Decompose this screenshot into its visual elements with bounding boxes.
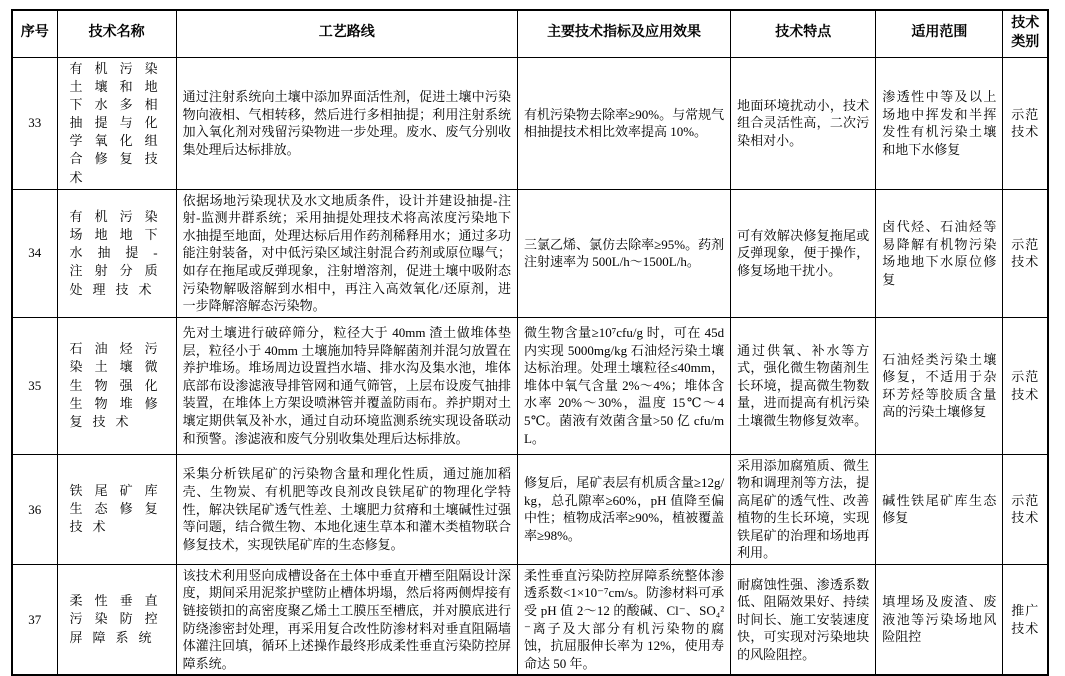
row-33-name: 有机污染土壤和地下水多相抽提与化学氧化组合修复技术: [57, 57, 176, 189]
row-34-process: 依据场地污染现状及水文地质条件，设计并建设抽提-注射-监测井群系统；采用抽提处理技术将高浓度污染地下水抽提至地面，处理达标后用作药剂稀释用水；通过多功能注射装备，对中低污染区域注射混合药剂或原位曝气；如存在拖尾或反弹现象，注射增溶剂，促进土壤中吸附态污染物解吸溶解到水相中，再注入高效氧化/还原剂，进一步降解溶解态污染物。: [176, 189, 517, 317]
row-33-category: 示范技术: [1003, 57, 1048, 189]
row-36-features: 采用添加腐殖质、微生物和调理剂等方法，提高尾矿的透气性、改善植物的生长环境，实现铁尾矿的治理和场地再利用。: [731, 454, 876, 564]
row-37-process: 该技术利用竖向成槽设备在土体中垂直开槽至阻隔设计深度，期间采用泥浆护壁防止槽体坍塌，然后将两侧焊接有链接锁扣的高密度聚乙烯土工膜压至槽底，并对膜底进行防绕渗密封处理，再采用复合改性防渗材料对垂直阻隔墙体灌注回填，循环上述操作最终形成柔性垂直污染防控屏障系统。: [176, 564, 517, 675]
row-35-no: 35: [12, 317, 57, 454]
row-34-no: 34: [12, 189, 57, 317]
table-row-37: [12, 564, 1048, 675]
header-no: 序号: [12, 10, 57, 57]
row-33-indicators: 有机污染物去除率≥90%。与常规气相抽提技术相比效率提高 10%。: [517, 57, 730, 189]
row-33-features: 地面环境扰动小，技术组合灵活性高，二次污染相对小。: [731, 57, 876, 189]
row-35-name: 石油烃污染土壤微生物强化生物堆修复技术: [57, 317, 176, 454]
row-34-scope: 卤代烃、石油烃等易降解有机物污染场地地下水原位修复: [876, 189, 1003, 317]
row-35-process: 先对土壤进行破碎筛分，粒径大于 40mm 渣土做堆体垫层，粒径小于 40mm 土壤施加特异降解菌剂并混匀放置在养护堆场。堆场周边设置挡水墙、排水沟及集水池，堆体底部布设渗滤液导排管网和通气筛管，上层布设废气抽排装置，在堆体上方架设喷淋管并覆盖防雨布。养护期对土壤定期供氧及补水，通过自动环境监测系统实现设备联动和预警。渗滤液和废气分别收集处理后达标排放。: [176, 317, 517, 454]
header-category: 技术类别: [1003, 10, 1048, 57]
row-34-name: 有机污染场地地下水抽提-注射分质处理技术: [57, 189, 176, 317]
row-35-scope: 石油烃类污染土壤修复，不适用于杂环芳烃等胶质含量高的污染土壤修复: [876, 317, 1003, 454]
header-name: 技术名称: [57, 10, 176, 57]
row-35-indicators: 微生物含量≥10⁷cfu/g 时，可在 45d 内实现 5000mg/kg 石油烃污染土壤达标治理。处理土壤粒径≤40mm，堆体中氧气含量 2%～4%；堆体含水率 20%～30%，温度 15℃～45℃。菌液有效菌含量>50 亿 cfu/mL。: [517, 317, 730, 454]
row-33-scope: 渗透性中等及以上场地中挥发和半挥发性有机污染土壤和地下水修复: [876, 57, 1003, 189]
table-row-34: [12, 189, 1048, 317]
row-33-process: 通过注射系统向土壤中添加界面活性剂，促进土壤中污染物向液相、气相转移，然后进行多相抽提；利用注射系统加入氧化剂对残留污染物进一步处理。废水、废气分别收集处理后达标排放。: [176, 57, 517, 189]
technology-table: [11, 9, 1049, 676]
row-37-indicators: 柔性垂直污染防控屏障系统整体渗透系数<1×10⁻⁷cm/s。防渗材料可承受 pH 值 2～12 的酸碱、Cl⁻、SO₄²⁻离子及大部分有机污染物的腐蚀，抗屈服伸长率为 12%，使用寿命达 50 年。: [517, 564, 730, 675]
row-37-scope: 填埋场及废渣、废液池等污染场地风险阻控: [876, 564, 1003, 675]
header-indicators: 主要技术指标及应用效果: [517, 10, 730, 57]
row-36-scope: 碱性铁尾矿库生态修复: [876, 454, 1003, 564]
table-row-33: [12, 57, 1048, 189]
row-36-no: 36: [12, 454, 57, 564]
row-35-features: 通过供氧、补水等方式，强化微生物菌剂生长环境，提高微生物数量，进而提高有机污染土壤微生物修复效率。: [731, 317, 876, 454]
header-scope: 适用范围: [876, 10, 1003, 57]
table-row-36: [12, 454, 1048, 564]
row-33-no: 33: [12, 57, 57, 189]
header-row: [12, 10, 1048, 57]
header-process: 工艺路线: [176, 10, 517, 57]
row-37-features: 耐腐蚀性强、渗透系数低、阻隔效果好、持续时间长、施工安装速度快，可实现对污染地块的风险阻控。: [731, 564, 876, 675]
table-row-35: [12, 317, 1048, 454]
row-37-no: 37: [12, 564, 57, 675]
row-36-indicators: 修复后，尾矿表层有机质含量≥12g/kg，总孔隙率≥60%，pH 值降至偏中性；植物成活率≥90%，植被覆盖率≥98%。: [517, 454, 730, 564]
row-34-indicators: 三氯乙烯、氯仿去除率≥95%。药剂注射速率为 500L/h～1500L/h。: [517, 189, 730, 317]
row-36-name: 铁尾矿库生态修复技术: [57, 454, 176, 564]
row-34-category: 示范技术: [1003, 189, 1048, 317]
row-37-name: 柔性垂直污染防控屏障系统: [57, 564, 176, 675]
header-features: 技术特点: [731, 10, 876, 57]
row-36-process: 采集分析铁尾矿的污染物含量和理化性质，通过施加稻壳、生物炭、有机肥等改良剂改良铁尾矿的物理化学特性，解决铁尾矿透气性差、土壤肥力贫瘠和土壤碱性过强等问题，结合微生物、本地化速生草本和灌木类植物联合修复技术，实现铁尾矿库的生态修复。: [176, 454, 517, 564]
row-36-category: 示范技术: [1003, 454, 1048, 564]
row-35-category: 示范技术: [1003, 317, 1048, 454]
row-37-category: 推广技术: [1003, 564, 1048, 675]
row-34-features: 可有效解决修复拖尾或反弹现象，便于操作，修复场地干扰小。: [731, 189, 876, 317]
